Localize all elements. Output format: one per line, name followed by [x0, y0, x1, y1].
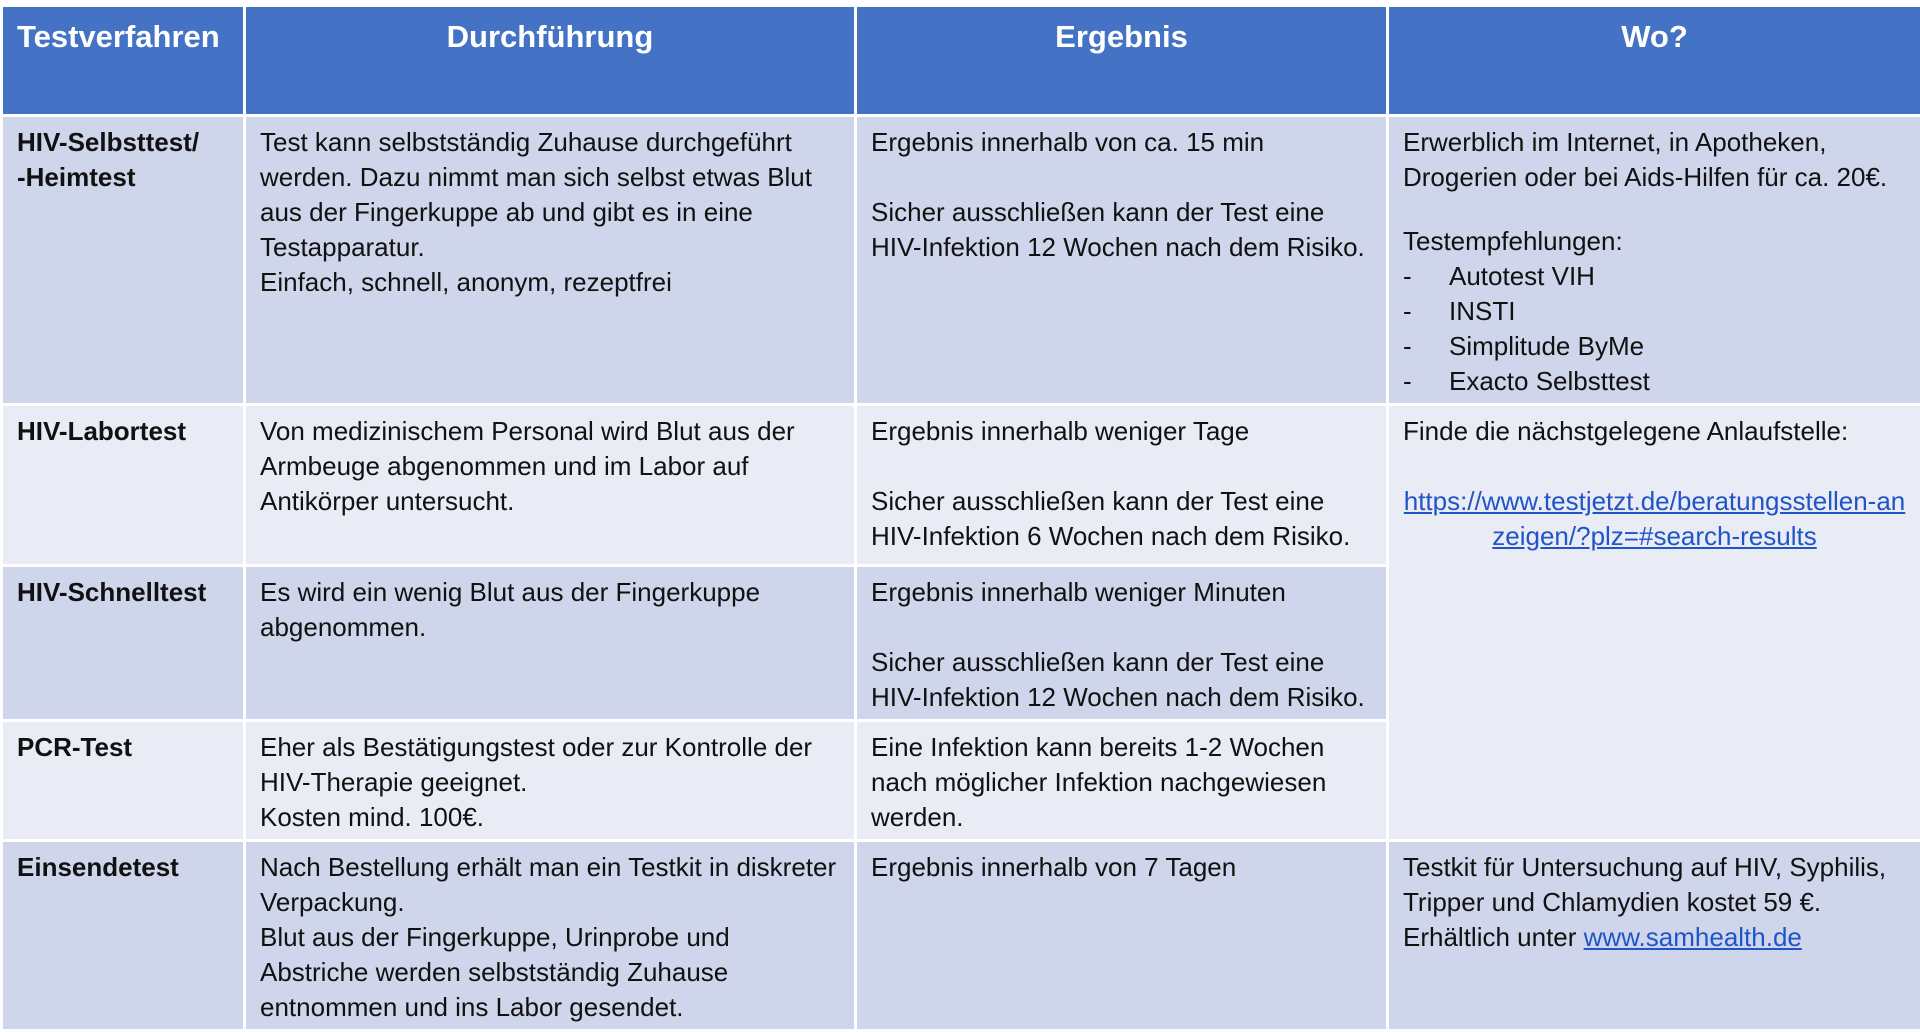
- list-marker: -: [1403, 331, 1412, 361]
- test-name: HIV-Selbsttest/ -Heimtest: [3, 117, 243, 403]
- recommendation-list: [1403, 259, 1906, 399]
- table-row: [3, 117, 1920, 403]
- test-name: PCR-Test: [3, 722, 243, 839]
- ergebnis-time: Ergebnis innerhalb weniger Tage: [871, 416, 1250, 446]
- durchfuehrung-cell: Eher als Bestätigungstest oder zur Kontrolle der HIV-Therapie geeignet. Kosten mind. 100€.: [246, 722, 854, 839]
- ergebnis-cell: [857, 117, 1386, 403]
- link-prefix: Erhältlich unter: [1403, 922, 1577, 952]
- samhealth-link[interactable]: www.samhealth.de: [1583, 922, 1802, 952]
- ergebnis-time: Ergebnis innerhalb von 7 Tagen: [871, 852, 1237, 882]
- header-ergebnis: Ergebnis: [857, 7, 1386, 114]
- header-testverfahren: Testverfahren: [3, 7, 243, 114]
- ergebnis-cell: [857, 567, 1386, 719]
- durchfuehrung-cell: Nach Bestellung erhält man ein Testkit in diskreter Verpackung. Blut aus der Fingerkuppe, Urinprobe und Abstriche werden selbstständig Zuhause entnommen und ins Labor gesendet.: [246, 842, 854, 1029]
- list-item: - Exacto Selbsttest: [1403, 364, 1906, 399]
- list-marker: -: [1403, 366, 1412, 396]
- list-item: - Autotest VIH: [1403, 259, 1906, 294]
- ergebnis-time: Ergebnis innerhalb weniger Minuten: [871, 577, 1286, 607]
- ergebnis-cell: [857, 842, 1386, 1029]
- wo-text: Erwerblich im Internet, in Apotheken, Drogerien oder bei Aids-Hilfen für ca. 20€.: [1403, 127, 1888, 192]
- testjetzt-link[interactable]: https://www.testjetzt.de/beratungsstellen-anzeigen/?plz=#search-results: [1403, 486, 1906, 551]
- header-row: [3, 7, 1920, 114]
- list-item: - Simplitude ByMe: [1403, 329, 1906, 364]
- header-durchfuehrung: Durchführung: [246, 7, 854, 114]
- wo-cell: [1389, 842, 1920, 1029]
- durchfuehrung-cell: Es wird ein wenig Blut aus der Fingerkuppe abgenommen.: [246, 567, 854, 719]
- test-name: HIV-Schnelltest: [3, 567, 243, 719]
- ergebnis-detail: Sicher ausschließen kann der Test eine HIV-Infektion 12 Wochen nach dem Risiko.: [871, 197, 1365, 262]
- test-name: HIV-Labortest: [3, 406, 243, 564]
- ergebnis-time: Ergebnis innerhalb von ca. 15 min: [871, 127, 1265, 157]
- list-marker: -: [1403, 296, 1412, 326]
- list-marker: -: [1403, 261, 1412, 291]
- durchfuehrung-cell: Von medizinischem Personal wird Blut aus der Armbeuge abgenommen und im Labor auf Antikörper untersucht.: [246, 406, 854, 564]
- list-item: - INSTI: [1403, 294, 1906, 329]
- ergebnis-detail: Sicher ausschließen kann der Test eine HIV-Infektion 12 Wochen nach dem Risiko.: [871, 647, 1365, 712]
- ergebnis-time: Eine Infektion kann bereits 1-2 Wochen nach möglicher Infektion nachgewiesen werden.: [871, 732, 1327, 832]
- wo-cell: [1389, 406, 1920, 839]
- ergebnis-detail: Sicher ausschließen kann der Test eine HIV-Infektion 6 Wochen nach dem Risiko.: [871, 486, 1351, 551]
- ergebnis-cell: [857, 406, 1386, 564]
- hiv-test-table: [0, 4, 1920, 1032]
- wo-list-title: Testempfehlungen:: [1403, 226, 1623, 256]
- table-row: [3, 406, 1920, 564]
- wo-text: Finde die nächstgelegene Anlaufstelle:: [1403, 416, 1849, 446]
- header-wo: Wo?: [1389, 7, 1920, 114]
- ergebnis-cell: [857, 722, 1386, 839]
- table-row: [3, 842, 1920, 1029]
- test-name: Einsendetest: [3, 842, 243, 1029]
- durchfuehrung-cell: Test kann selbstständig Zuhause durchgeführt werden. Dazu nimmt man sich selbst etwas Blut aus der Fingerkuppe ab und gibt es in eine Testapparatur. Einfach, schnell, anonym, rezeptfrei: [246, 117, 854, 403]
- wo-text: Testkit für Untersuchung auf HIV, Syphilis, Tripper und Chlamydien kostet 59 €.: [1403, 852, 1887, 917]
- wo-cell: [1389, 117, 1920, 403]
